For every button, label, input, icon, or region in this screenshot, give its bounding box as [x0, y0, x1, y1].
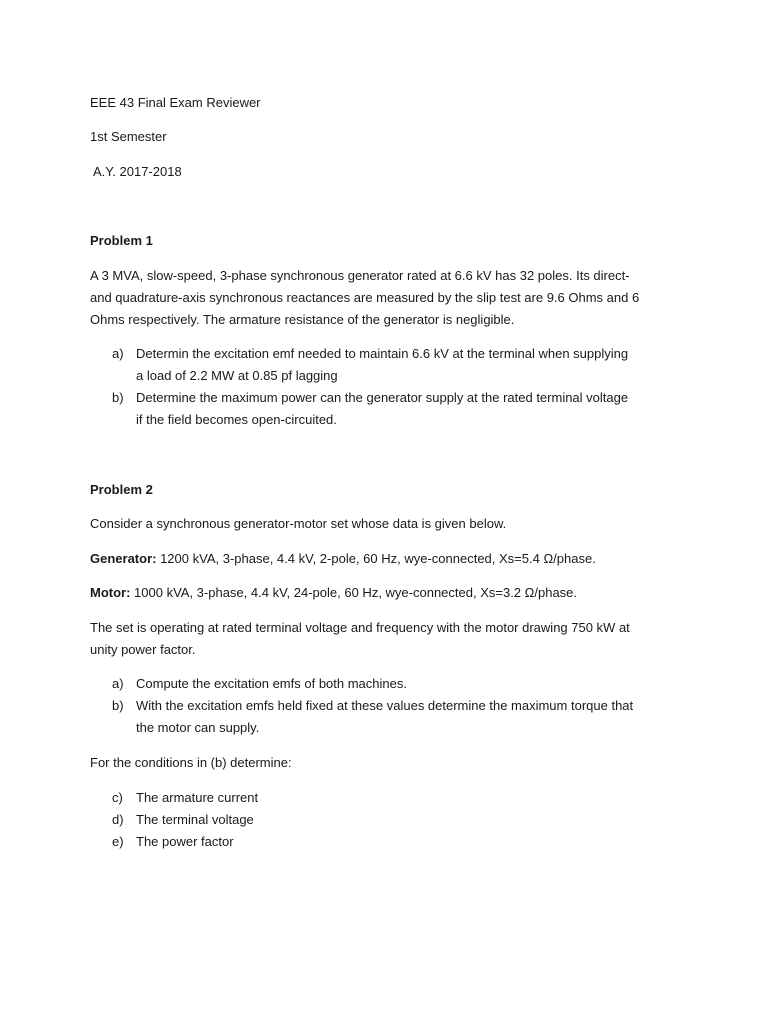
problem-1-statement-line: and quadrature-axis synchronous reactances are measured by the slip test are 9.6 Ohms and 6 [90, 290, 640, 305]
problem-2-item-b [112, 695, 682, 739]
operating-conditions-line: unity power factor. [90, 642, 196, 657]
item-marker: a) [112, 676, 124, 691]
item-marker: b) [112, 698, 124, 713]
problem-2-item-a [112, 673, 682, 695]
problem-1-statement-line: Ohms respectively. The armature resistance of the generator is negligible. [90, 312, 515, 327]
item-text-line: The power factor [136, 834, 234, 849]
document-title: EEE 43 Final Exam Reviewer [90, 95, 261, 110]
item-marker: a) [112, 346, 124, 361]
item-marker: c) [112, 790, 123, 805]
problem-1-statement [90, 265, 680, 331]
item-text-line: the motor can supply. [136, 720, 260, 735]
problem-1-item-b [112, 387, 682, 431]
operating-conditions [90, 617, 680, 661]
problem-1-heading: Problem 1 [90, 233, 153, 248]
operating-conditions-line: The set is operating at rated terminal voltage and frequency with the motor drawing 750 kW at [90, 620, 630, 635]
item-text-line: Determin the excitation emf needed to maintain 6.6 kV at the terminal when supplying [136, 346, 629, 361]
item-text-line: if the field becomes open-circuited. [136, 412, 337, 427]
problem-2-item-e [112, 831, 682, 853]
problem-2-intro: Consider a synchronous generator-motor set whose data is given below. [90, 516, 507, 531]
item-text-line: a load of 2.2 MW at 0.85 pf lagging [136, 368, 338, 383]
generator-spec-text: 1200 kVA, 3-phase, 4.4 kV, 2-pole, 60 Hz, wye-connected, Xs=5.4 Ω/phase. [156, 551, 596, 566]
item-text-line: Determine the maximum power can the generator supply at the rated terminal voltage [136, 390, 629, 405]
item-text-line: The terminal voltage [136, 812, 254, 827]
problem-1-statement-line: A 3 MVA, slow-speed, 3-phase synchronous generator rated at 6.6 kV has 32 poles. Its direct- [90, 268, 630, 283]
motor-spec [90, 585, 577, 601]
problem-2-item-c [112, 787, 682, 809]
motor-spec-text: 1000 kVA, 3-phase, 4.4 kV, 24-pole, 60 Hz, wye-connected, Xs=3.2 Ω/phase. [130, 585, 578, 600]
generator-spec [90, 551, 596, 567]
conditions-prompt: For the conditions in (b) determine: [90, 755, 292, 770]
item-marker: d) [112, 812, 124, 827]
problem-2-item-d [112, 809, 682, 831]
item-text-line: With the excitation emfs held fixed at these values determine the maximum torque that [136, 698, 634, 713]
academic-year-label: A.Y. 2017-2018 [93, 164, 182, 179]
item-text-line: The armature current [136, 790, 259, 805]
problem-2-heading: Problem 2 [90, 482, 153, 497]
motor-label: Motor: [90, 585, 131, 600]
item-marker: e) [112, 834, 124, 849]
item-text-line: Compute the excitation emfs of both machines. [136, 676, 407, 691]
problem-1-item-a [112, 343, 682, 387]
semester-label: 1st Semester [90, 129, 167, 144]
item-marker: b) [112, 390, 124, 405]
generator-label: Generator: [90, 551, 157, 566]
